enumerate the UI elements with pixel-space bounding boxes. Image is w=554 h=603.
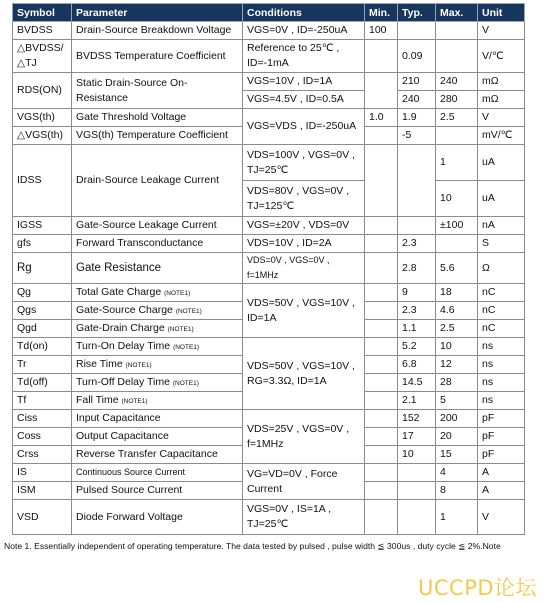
max-cell: 18	[436, 284, 478, 302]
table-row	[13, 235, 525, 253]
symbol-cell: IS	[13, 464, 72, 482]
max-cell: 1	[436, 500, 478, 535]
table-row	[13, 22, 525, 40]
parameter-text: Fall Time	[76, 393, 119, 406]
conditions-cell: VGS=0V , IS=1A , TJ=25℃	[243, 500, 365, 535]
typ-cell: 1.9	[398, 109, 436, 127]
parameter-cell: Continuous Source Current	[72, 464, 243, 482]
max-cell: 20	[436, 428, 478, 446]
unit-cell: pF	[478, 410, 525, 428]
typ-cell: 2.3	[398, 302, 436, 320]
unit-cell: nC	[478, 302, 525, 320]
note-tag: (NOTE1)	[164, 289, 191, 297]
table-row	[13, 145, 525, 181]
parameter-cell: Forward Transconductance	[72, 235, 243, 253]
unit-cell: ns	[478, 392, 525, 410]
max-cell: ±100	[436, 217, 478, 235]
min-cell	[365, 500, 398, 535]
unit-cell: mΩ	[478, 91, 525, 109]
symbol-cell: ISM	[13, 482, 72, 500]
note-tag: (NOTE1)	[173, 343, 200, 351]
unit-cell: S	[478, 235, 525, 253]
max-cell: 5.6	[436, 253, 478, 284]
typ-cell	[398, 22, 436, 40]
parameter-text: Rise Time	[76, 357, 123, 370]
watermark-logo: UCCPD论坛	[418, 576, 538, 600]
min-cell	[365, 410, 398, 428]
conditions-cell: VDS=80V , VGS=0V , TJ=125℃	[243, 181, 365, 217]
max-cell: 4.6	[436, 302, 478, 320]
parameter-cell: Drain-Source Leakage Current	[72, 145, 243, 217]
header-unit: Unit	[478, 4, 525, 22]
unit-cell: A	[478, 464, 525, 482]
typ-cell: 9	[398, 284, 436, 302]
conditions-cell: Reference to 25℃ , ID=-1mA	[243, 40, 365, 73]
typ-cell	[398, 145, 436, 217]
unit-cell: pF	[478, 428, 525, 446]
table-row	[13, 500, 525, 535]
parameter-cell: Gate Threshold Voltage	[72, 109, 243, 127]
parameter-cell	[72, 302, 243, 320]
max-cell: 15	[436, 446, 478, 464]
parameter-cell	[72, 320, 243, 338]
max-cell: 28	[436, 374, 478, 392]
unit-cell: mV/℃	[478, 127, 525, 145]
symbol-cell: Rg	[13, 253, 72, 284]
typ-cell	[398, 482, 436, 500]
unit-cell: V	[478, 22, 525, 40]
unit-cell: ns	[478, 374, 525, 392]
typ-cell: 0.09	[398, 40, 436, 73]
typ-cell	[398, 217, 436, 235]
symbol-cell: Qgs	[13, 302, 72, 320]
parameter-cell	[72, 374, 243, 392]
note-tag: (NOTE1)	[175, 307, 202, 315]
unit-cell: pF	[478, 446, 525, 464]
unit-cell: A	[478, 482, 525, 500]
parameter-text: Turn-Off Delay Time	[76, 375, 170, 388]
symbol-cell: Tf	[13, 392, 72, 410]
unit-cell: nC	[478, 284, 525, 302]
unit-cell: ns	[478, 338, 525, 356]
unit-cell: Ω	[478, 253, 525, 284]
table-row	[13, 40, 525, 73]
typ-cell: 10	[398, 446, 436, 464]
footnote: Note 1. Essentially independent of operating temperature. The data tested by pulsed , pulse width ≦ 300us , duty cycle ≦ 2%.Note	[4, 541, 501, 551]
note-tag: (NOTE1)	[172, 379, 199, 387]
parameter-cell	[72, 392, 243, 410]
typ-cell: 240	[398, 91, 436, 109]
unit-cell: V	[478, 109, 525, 127]
symbol-cell: △VGS(th)	[13, 127, 72, 145]
max-cell	[436, 235, 478, 253]
max-cell: 10	[436, 181, 478, 217]
parameter-cell: BVDSS Temperature Coefficient	[72, 40, 243, 73]
max-cell: 280	[436, 91, 478, 109]
typ-cell: 2.1	[398, 392, 436, 410]
min-cell	[365, 392, 398, 410]
parameter-text: Turn-On Delay Time	[76, 339, 171, 352]
conditions-cell: VGS=0V , ID=-250uA	[243, 22, 365, 40]
conditions-cell: VGS=10V , ID=1A	[243, 73, 365, 91]
symbol-cell: Ciss	[13, 410, 72, 428]
min-cell	[365, 302, 398, 320]
unit-cell: ns	[478, 356, 525, 374]
table-row	[13, 217, 525, 235]
unit-cell: V/℃	[478, 40, 525, 73]
conditions-cell: VDS=0V , VGS=0V , f=1MHz	[243, 253, 365, 284]
note-tag: (NOTE1)	[167, 325, 194, 333]
header-conditions: Conditions	[243, 4, 365, 22]
parameter-text: Total Gate Charge	[76, 285, 162, 298]
min-cell	[365, 338, 398, 356]
max-cell: 8	[436, 482, 478, 500]
parameter-text: Gate-Drain Charge	[76, 321, 165, 334]
min-cell	[365, 217, 398, 235]
typ-cell: 6.8	[398, 356, 436, 374]
symbol-cell: BVDSS	[13, 22, 72, 40]
symbol-cell: Td(on)	[13, 338, 72, 356]
unit-cell: nA	[478, 217, 525, 235]
symbol-cell: RDS(ON)	[13, 73, 72, 109]
electrical-characteristics-table	[12, 3, 525, 535]
parameter-cell	[72, 284, 243, 302]
max-cell	[436, 40, 478, 73]
min-cell	[365, 428, 398, 446]
note-tag: (NOTE1)	[125, 361, 152, 369]
unit-cell: nC	[478, 320, 525, 338]
min-cell	[365, 73, 398, 109]
symbol-cell: VSD	[13, 500, 72, 535]
typ-cell: 1.1	[398, 320, 436, 338]
min-cell	[365, 356, 398, 374]
symbol-cell: Coss	[13, 428, 72, 446]
parameter-cell: Reverse Transfer Capacitance	[72, 446, 243, 464]
parameter-cell: Pulsed Source Current	[72, 482, 243, 500]
parameter-cell: Diode Forward Voltage	[72, 500, 243, 535]
table-row	[13, 338, 525, 356]
symbol-cell: Qgd	[13, 320, 72, 338]
symbol-cell: Td(off)	[13, 374, 72, 392]
conditions-cell: VGS=4.5V , ID=0.5A	[243, 91, 365, 109]
typ-cell: 210	[398, 73, 436, 91]
parameter-cell: Drain-Source Breakdown Voltage	[72, 22, 243, 40]
typ-cell	[398, 464, 436, 482]
table-header-row	[13, 4, 525, 22]
typ-cell: 14.5	[398, 374, 436, 392]
parameter-text: Gate-Source Charge	[76, 303, 173, 316]
parameter-cell	[72, 356, 243, 374]
typ-cell: 17	[398, 428, 436, 446]
min-cell	[365, 464, 398, 482]
min-cell	[365, 235, 398, 253]
parameter-cell	[72, 338, 243, 356]
min-cell	[365, 145, 398, 217]
note-tag: (NOTE1)	[121, 397, 148, 405]
parameter-cell: Input Capacitance	[72, 410, 243, 428]
table-row	[13, 109, 525, 127]
min-cell	[365, 320, 398, 338]
min-cell	[365, 127, 398, 145]
min-cell: 100	[365, 22, 398, 40]
symbol-cell: IDSS	[13, 145, 72, 217]
typ-cell: 152	[398, 410, 436, 428]
max-cell: 1	[436, 145, 478, 181]
table-row	[13, 73, 525, 91]
symbol-cell: Tr	[13, 356, 72, 374]
min-cell	[365, 284, 398, 302]
typ-cell: -5	[398, 127, 436, 145]
unit-cell: uA	[478, 145, 525, 181]
min-cell	[365, 446, 398, 464]
min-cell	[365, 253, 398, 284]
unit-cell: V	[478, 500, 525, 535]
header-typ: Typ.	[398, 4, 436, 22]
typ-cell: 2.8	[398, 253, 436, 284]
typ-cell: 2.3	[398, 235, 436, 253]
conditions-cell: VDS=10V , ID=2A	[243, 235, 365, 253]
conditions-cell: VGS=VDS , ID=-250uA	[243, 109, 365, 145]
min-cell	[365, 40, 398, 73]
max-cell	[436, 22, 478, 40]
conditions-cell: VDS=25V , VGS=0V , f=1MHz	[243, 410, 365, 464]
conditions-cell: VDS=50V , VGS=10V , ID=1A	[243, 284, 365, 338]
header-max: Max.	[436, 4, 478, 22]
symbol-cell: Qg	[13, 284, 72, 302]
table-row	[13, 410, 525, 428]
header-symbol: Symbol	[13, 4, 72, 22]
conditions-cell: VDS=100V , VGS=0V , TJ=25℃	[243, 145, 365, 181]
typ-cell	[398, 500, 436, 535]
table-row	[13, 284, 525, 302]
conditions-cell: VGS=±20V , VDS=0V	[243, 217, 365, 235]
min-cell: 1.0	[365, 109, 398, 127]
max-cell: 200	[436, 410, 478, 428]
typ-cell: 5.2	[398, 338, 436, 356]
header-parameter: Parameter	[72, 4, 243, 22]
unit-cell: uA	[478, 181, 525, 217]
parameter-cell: VGS(th) Temperature Coefficient	[72, 127, 243, 145]
parameter-cell: Output Capacitance	[72, 428, 243, 446]
symbol-cell: gfs	[13, 235, 72, 253]
max-cell: 2.5	[436, 320, 478, 338]
conditions-cell: VDS=50V , VGS=10V , RG=3.3Ω, ID=1A	[243, 338, 365, 410]
max-cell: 4	[436, 464, 478, 482]
max-cell: 12	[436, 356, 478, 374]
conditions-cell: VG=VD=0V , Force Current	[243, 464, 365, 500]
unit-cell: mΩ	[478, 73, 525, 91]
max-cell: 2.5	[436, 109, 478, 127]
min-cell	[365, 482, 398, 500]
max-cell: 240	[436, 73, 478, 91]
parameter-cell: Gate-Source Leakage Current	[72, 217, 243, 235]
symbol-cell: Crss	[13, 446, 72, 464]
symbol-cell: VGS(th)	[13, 109, 72, 127]
symbol-cell: IGSS	[13, 217, 72, 235]
max-cell: 10	[436, 338, 478, 356]
header-min: Min.	[365, 4, 398, 22]
table-row	[13, 253, 525, 284]
min-cell	[365, 374, 398, 392]
max-cell: 5	[436, 392, 478, 410]
table-row	[13, 464, 525, 482]
parameter-cell: Gate Resistance	[72, 253, 243, 284]
max-cell	[436, 127, 478, 145]
symbol-cell: △BVDSS/△TJ	[13, 40, 72, 73]
parameter-cell: Static Drain-Source On-Resistance	[72, 73, 243, 109]
